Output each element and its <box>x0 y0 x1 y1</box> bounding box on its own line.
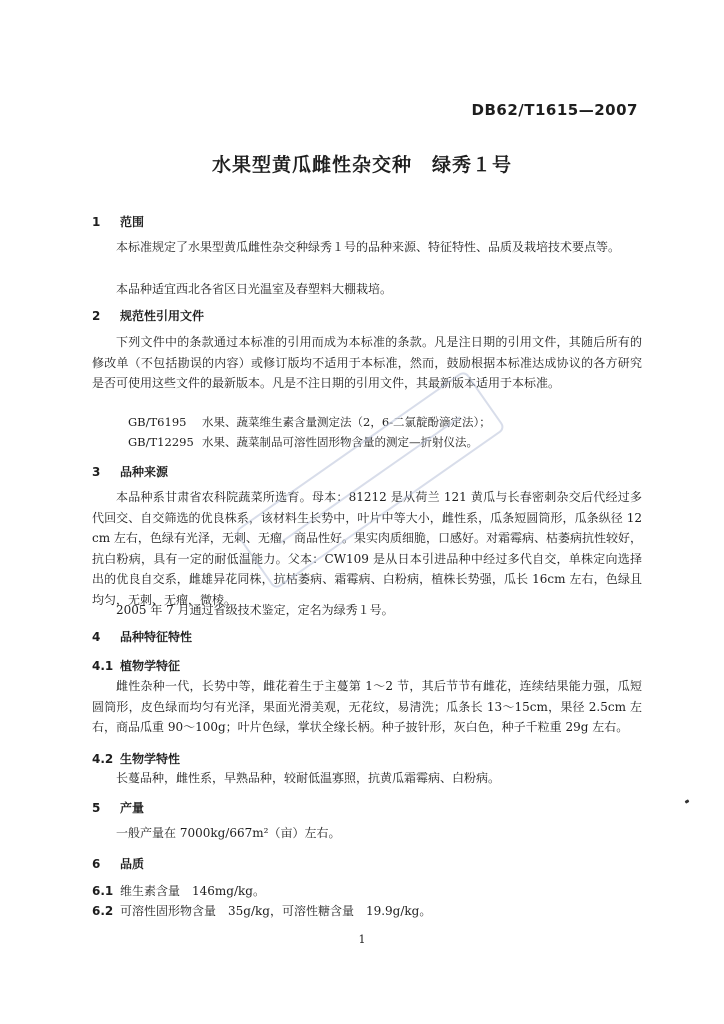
reference-code: GB/T12295 <box>128 435 194 449</box>
section-title: 规范性引用文件 <box>120 309 205 323</box>
section-5-heading <box>92 799 144 816</box>
section-title: 产量 <box>120 801 145 815</box>
item-text: 维生素含量 146mg/kg。 <box>120 884 265 898</box>
section-4-heading <box>92 628 192 645</box>
section-2-paragraph-1: 下列文件中的条款通过本标准的引用而成为本标准的条款。凡是注日期的引用文件，其随后所有的修改单（不包括勘误的内容）或修订版均不适用于本标准，然而，鼓励根据本标准达成协议的各方研究是否可使用这些文件的最新版本。凡是不注日期的引用文件，其最新版本适用于本标准。 <box>92 335 642 390</box>
reference-text: 水果、蔬菜维生素含量测定法（2，6-二氯靛酚滴定法）； <box>202 415 491 429</box>
section-5-paragraph: 一般产量在 7000kg/667m²（亩）左右。 <box>116 826 341 840</box>
reference-code: GB/T6195 <box>128 415 187 429</box>
section-title: 品质 <box>120 857 145 871</box>
section-1-paragraph-1: 本标准规定了水果型黄瓜雌性杂交种绿秀１号的品种来源、特征特性、品质及栽培技术要点等。 <box>116 240 621 254</box>
reference-item <box>128 414 491 430</box>
section-title: 植物学特征 <box>120 659 181 673</box>
section-title: 生物学特性 <box>120 752 181 766</box>
section-4-1-paragraph: 雌性杂种一代，长势中等，雌花着生于主蔓第 1～2 节，其后节节有雌花，连续结果能力强，瓜短圆筒形，皮色绿而均匀有光泽，果面光滑美观，无花纹，易清洗；瓜条长 13～15cm，果径 2.5cm 左右，商品瓜重 90～100g；叶片色绿，掌状全缘长柄。种子披针形，灰白色，种子千粒重 29g 左右。 <box>92 679 642 734</box>
section-title: 范围 <box>120 215 145 229</box>
section-number: 3 <box>92 465 101 479</box>
section-1-heading <box>92 213 144 230</box>
section-1-paragraph-2: 本品种适宜西北各省区日光温室及春塑料大棚栽培。 <box>116 282 393 296</box>
section-number: 4 <box>92 630 101 644</box>
section-title: 品种特征特性 <box>120 630 193 644</box>
section-2-heading <box>92 307 204 324</box>
quality-item <box>92 902 431 919</box>
document-title: 水果型黄瓜雌性杂交种 绿秀１号 <box>211 154 512 176</box>
section-number: 2 <box>92 309 101 323</box>
quality-item <box>92 882 265 899</box>
section-3-heading <box>92 463 168 480</box>
page-number: 1 <box>358 933 366 946</box>
standard-code: DB62/T1615—2007 <box>471 101 638 119</box>
section-number: 5 <box>92 801 101 815</box>
item-text: 可溶性固形物含量 35g/kg，可溶性糖含量 19.9g/kg。 <box>120 904 432 918</box>
section-4-1-heading <box>92 657 180 674</box>
section-number: 4.1 <box>92 659 114 673</box>
section-number: 1 <box>92 215 101 229</box>
item-number: 6.2 <box>92 904 114 918</box>
section-title: 品种来源 <box>120 465 169 479</box>
section-3-paragraph-2: 2005 年 7 月通过省级技术鉴定，定名为绿秀１号。 <box>116 603 394 617</box>
reference-text: 水果、蔬菜制品可溶性固形物含量的测定—折射仪法。 <box>202 435 478 449</box>
ink-mark <box>685 799 690 804</box>
item-number: 6.1 <box>92 884 114 898</box>
reference-item <box>128 434 478 450</box>
section-6-heading <box>92 855 144 872</box>
section-4-2-paragraph: 长蔓品种，雌性系，早熟品种，较耐低温寡照，抗黄瓜霜霉病、白粉病。 <box>116 771 501 785</box>
section-4-2-heading <box>92 750 180 767</box>
section-number: 6 <box>92 857 101 871</box>
section-number: 4.2 <box>92 752 114 766</box>
section-3-paragraph-1: 本品种系甘肃省农科院蔬菜所选育。母本：81212 是从荷兰 121 黄瓜与长春密刺杂交后代经过多代回交、自交筛选的优良株系，该材料生长势中，叶片中等大小，雌性系，瓜条短圆筒形，瓜条纵径 12cm 左右，色绿有光泽，无刺、无瘤，商品性好。果实肉质细脆，口感好。对霜霉病、枯萎病抗性较好，抗白粉病，具有一定的耐低温能力。父本：CW109 是从日本引进品种中经过多代自交，单株定向选择出的优良自交系，雌雄异花同株，抗枯萎病、霜霉病、白粉病，植株长势强，瓜长 16cm 左右，色绿且均匀，无刺、无瘤，微棱。 <box>92 490 642 607</box>
